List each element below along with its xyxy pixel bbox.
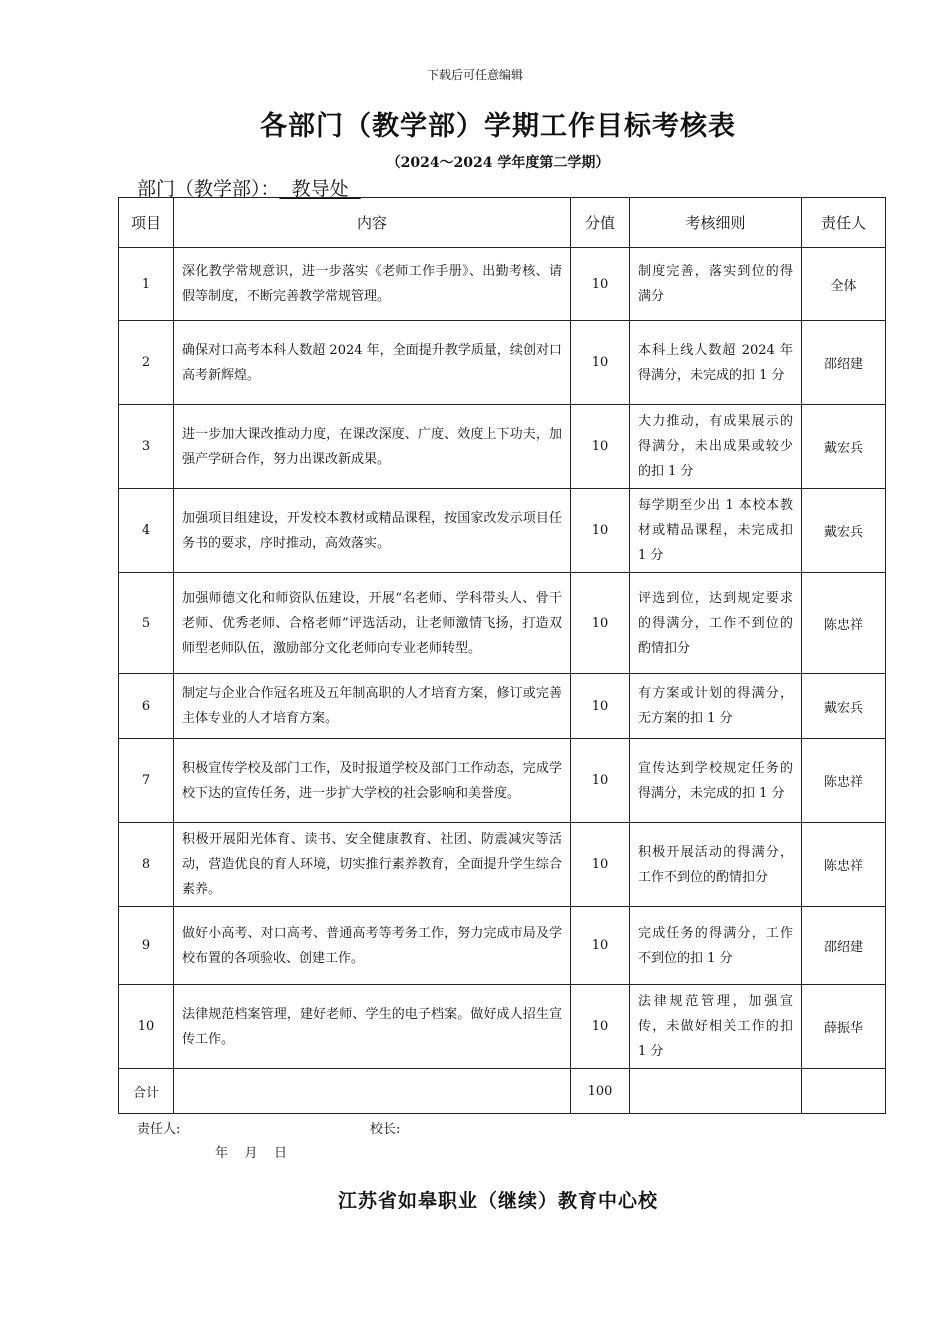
row-rule: 宣传达到学校规定任务的得满分，未完成的扣 1 分	[630, 739, 802, 823]
row-item: 10	[119, 985, 174, 1069]
table-row	[119, 739, 886, 823]
row-rule: 有方案或计划的得满分，无方案的扣 1 分	[630, 674, 802, 739]
row-rule: 本科上线人数超 2024 年得满分，未完成的扣 1 分	[630, 321, 802, 405]
row-score: 10	[571, 489, 630, 573]
date-line: 年 月 日	[215, 1146, 288, 1161]
row-content: 法律规范档案管理，建好老师、学生的电子档案。做好成人招生宣传工作。	[174, 985, 571, 1069]
row-owner: 邵绍建	[802, 907, 886, 985]
row-item: 5	[119, 573, 174, 674]
row-score: 10	[571, 405, 630, 489]
row-rule: 法律规范管理，加强宣传，未做好相关工作的扣 1 分	[630, 985, 802, 1069]
row-owner: 戴宏兵	[802, 405, 886, 489]
row-score: 10	[571, 907, 630, 985]
row-owner: 邵绍建	[802, 321, 886, 405]
row-score: 10	[571, 985, 630, 1069]
page-title: 各部门（教学部）学期工作目标考核表	[260, 111, 736, 142]
row-content: 进一步加大课改推动力度，在课改深度、广度、效度上下功夫，加强产学研合作，努力出课改新成果。	[174, 405, 571, 489]
col-header-owner: 责任人	[802, 198, 886, 248]
row-score: 10	[571, 823, 630, 907]
total-content-empty	[174, 1069, 571, 1114]
table-row	[119, 573, 886, 674]
row-item: 2	[119, 321, 174, 405]
row-content: 做好小高考、对口高考、普通高考等考务工作，努力完成市局及学校布置的各项验收、创建工作。	[174, 907, 571, 985]
table-row	[119, 823, 886, 907]
department-label: 部门（教学部）：	[137, 178, 280, 200]
row-content: 积极宣传学校及部门工作，及时报道学校及部门工作动态，完成学校下达的宣传任务，进一步扩大学校的社会影响和美誉度。	[174, 739, 571, 823]
table-row	[119, 321, 886, 405]
row-item: 6	[119, 674, 174, 739]
table-row	[119, 907, 886, 985]
row-owner: 陈忠祥	[802, 573, 886, 674]
row-content: 加强师德文化和师资队伍建设，开展“名老师、学科带头人、骨干老师、优秀老师、合格老师”评选活动，让老师激情飞扬，打造双师型老师队伍，激励部分文化老师向专业老师转型。	[174, 573, 571, 674]
school-name: 江苏省如皋职业（继续）教育中心校	[337, 1190, 658, 1212]
row-owner: 全体	[802, 248, 886, 321]
total-score: 100	[571, 1069, 630, 1114]
row-owner: 陈忠祥	[802, 739, 886, 823]
signature-row	[137, 1118, 401, 1137]
total-owner-empty	[802, 1069, 886, 1114]
col-header-item: 项目	[119, 198, 174, 248]
download-note: 下载后可任意编辑	[426, 68, 523, 82]
col-header-score: 分值	[571, 198, 630, 248]
row-rule: 评选到位，达到规定要求的得满分，工作不到位的酌情扣分	[630, 573, 802, 674]
total-label: 合计	[119, 1069, 174, 1114]
row-owner: 陈忠祥	[802, 823, 886, 907]
row-score: 10	[571, 248, 630, 321]
row-rule: 制度完善，落实到位的得满分	[630, 248, 802, 321]
total-rule-empty	[630, 1069, 802, 1114]
principal-label: 校长:	[370, 1122, 401, 1137]
row-rule: 积极开展活动的得满分，工作不到位的酌情扣分	[630, 823, 802, 907]
row-content: 积极开展阳光体育、读书、安全健康教育、社团、防震减灾等活动，营造优良的育人环境，切实推行素养教育，全面提升学生综合素养。	[174, 823, 571, 907]
table-row	[119, 985, 886, 1069]
row-rule: 大力推动，有成果展示的得满分，未出成果或较少的扣 1 分	[630, 405, 802, 489]
row-content: 加强项目组建设，开发校本教材或精品课程，按国家改发示项目任务书的要求，序时推动，高效落实。	[174, 489, 571, 573]
row-score: 10	[571, 321, 630, 405]
row-owner: 戴宏兵	[802, 674, 886, 739]
row-content: 确保对口高考本科人数超 2024 年，全面提升教学质量，续创对口高考新辉煌。	[174, 321, 571, 405]
row-item: 8	[119, 823, 174, 907]
col-header-content: 内容	[174, 198, 571, 248]
department-value: 教导处	[279, 178, 361, 200]
table-row	[119, 674, 886, 739]
row-score: 10	[571, 674, 630, 739]
row-owner: 戴宏兵	[802, 489, 886, 573]
row-content: 制定与企业合作冠名班及五年制高职的人才培育方案，修订或完善主体专业的人才培育方案。	[174, 674, 571, 739]
row-score: 10	[571, 739, 630, 823]
table-header-row	[119, 198, 886, 248]
assessment-table	[118, 197, 886, 1114]
row-content: 深化教学常规意识，进一步落实《老师工作手册》、出勤考核、请假等制度，不断完善教学常规管理。	[174, 248, 571, 321]
row-owner: 薛振华	[802, 985, 886, 1069]
row-item: 9	[119, 907, 174, 985]
table-row	[119, 248, 886, 321]
semester-subtitle: （2024～2024 学年度第二学期）	[386, 155, 610, 171]
row-item: 4	[119, 489, 174, 573]
row-rule: 完成任务的得满分，工作不到位的扣 1 分	[630, 907, 802, 985]
responsible-label: 责任人:	[137, 1122, 181, 1137]
row-score: 10	[571, 573, 630, 674]
col-header-rule: 考核细则	[630, 198, 802, 248]
row-item: 3	[119, 405, 174, 489]
row-rule: 每学期至少出 1 本校本教材或精品课程，未完成扣 1 分	[630, 489, 802, 573]
table-row	[119, 489, 886, 573]
table-row	[119, 405, 886, 489]
total-row	[119, 1069, 886, 1114]
row-item: 7	[119, 739, 174, 823]
row-item: 1	[119, 248, 174, 321]
